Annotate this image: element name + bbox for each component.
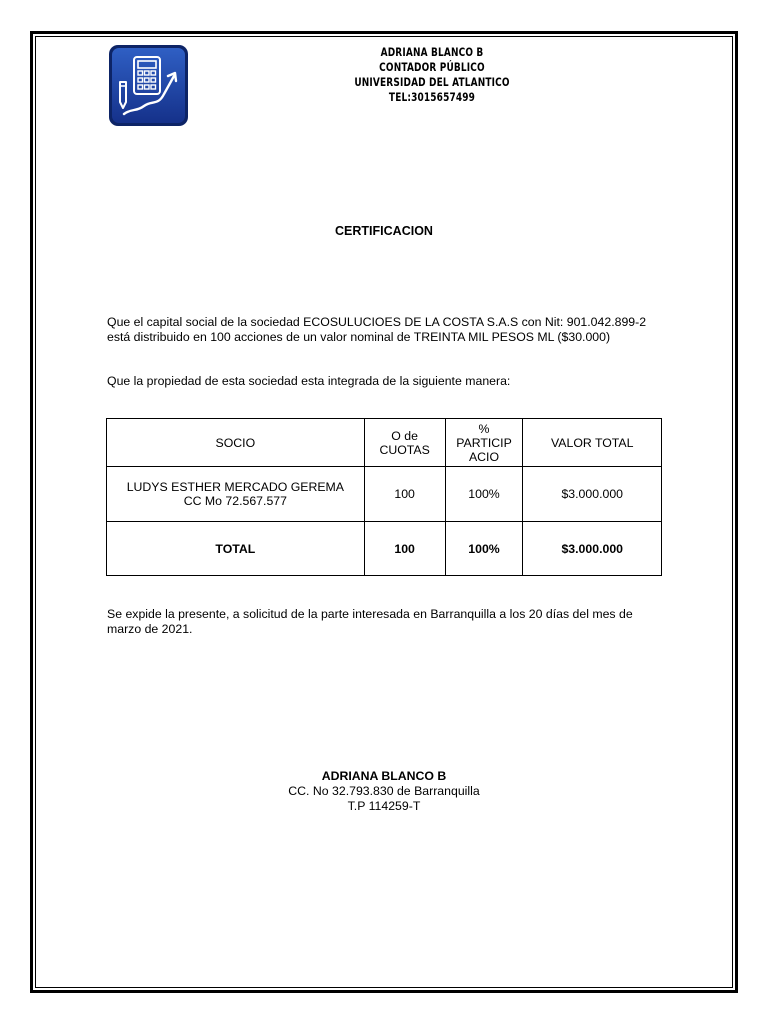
letterhead-university: UNIVERSIDAD DEL ATLANTICO: [354, 75, 510, 89]
cell-valor: $3.000.000: [523, 467, 662, 522]
header-cuotas: O de CUOTAS: [364, 419, 445, 467]
letterhead-phone: TEL:3015657499: [388, 90, 476, 104]
header-valor-total: VALOR TOTAL: [523, 419, 662, 467]
letterhead-name: ADRIANA BLANCO B: [380, 45, 484, 59]
signature-tp: T.P 114259-T: [347, 799, 421, 813]
capital-paragraph: [107, 315, 687, 345]
total-participacion: 100%: [445, 522, 523, 576]
calculator-growth-chart-icon: [108, 44, 189, 127]
capital-line-2: está distribuido en 100 acciones de un valor nominal de TREINTA MIL PESOS ML ($30.000): [107, 330, 611, 344]
capital-line-1: Que el capital social de la sociedad ECOSULUCIOES DE LA COSTA S.A.S con Nit: 901.042.899-2: [107, 315, 647, 329]
signature-name: ADRIANA BLANCO B: [321, 769, 447, 783]
header-participacion: % PARTICIP ACIO: [445, 419, 523, 467]
issue-paragraph: [107, 607, 687, 637]
accountant-logo: [108, 44, 189, 127]
cell-cuotas: 100: [364, 467, 445, 522]
document-title: CERTIFICACION: [335, 224, 433, 238]
cell-participacion: 100%: [445, 467, 523, 522]
issue-line-1: Se expide la presente, a solicitud de la parte interesada en Barranquilla a los 20 días del mes de: [107, 607, 633, 621]
total-valor: $3.000.000: [523, 522, 662, 576]
letterhead-profession: CONTADOR PÚBLICO: [379, 60, 485, 74]
ownership-paragraph: Que la propiedad de esta sociedad esta integrada de la siguiente manera:: [107, 374, 511, 388]
table-row: [107, 467, 662, 522]
letterhead: [352, 45, 511, 105]
issue-line-2: marzo de 2021.: [107, 622, 193, 636]
table-header-row: [107, 419, 662, 467]
header-socio: SOCIO: [107, 419, 365, 467]
total-label: TOTAL: [107, 522, 365, 576]
signature-cc: CC. No 32.793.830 de Barranquilla: [288, 784, 480, 798]
cell-socio: LUDYS ESTHER MERCADO GEREMA CC Mo 72.567.577: [107, 467, 365, 522]
signature-block: [0, 769, 768, 814]
table-total-row: [107, 522, 662, 576]
shareholders-table: [106, 418, 662, 576]
total-cuotas: 100: [364, 522, 445, 576]
